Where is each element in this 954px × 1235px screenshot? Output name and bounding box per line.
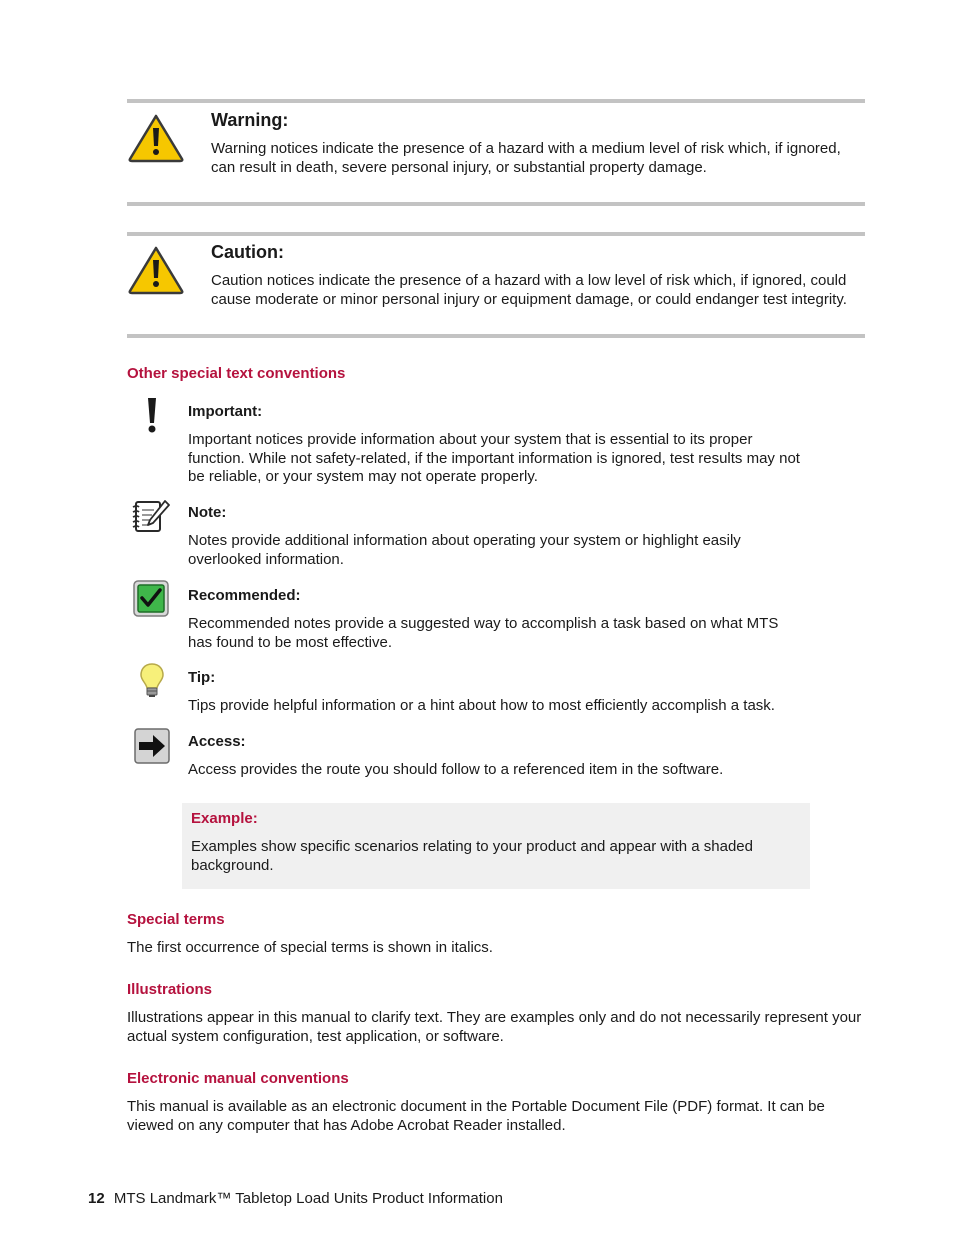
electronic-manual-text: This manual is available as an electronic document in the Portable Document File (PDF) format. It can be viewed on any computer that has Adobe Acrobat Reader installed. bbox=[127, 1098, 825, 1134]
caution-bottom-rule bbox=[127, 334, 865, 338]
note-title: Note: bbox=[188, 504, 227, 521]
section-heading-electronic-manual: Electronic manual conventions bbox=[127, 1070, 349, 1087]
section-heading-illustrations: Illustrations bbox=[127, 981, 213, 998]
section-heading-special-terms: Special terms bbox=[127, 911, 225, 928]
warning-triangle-icon bbox=[127, 113, 185, 163]
lightbulb-icon bbox=[139, 662, 165, 698]
warning-triangle-icon bbox=[127, 245, 185, 295]
caution-text: Caution notices indicate the presence of a hazard with a low level of risk which, if ignored, could cause moderate or minor personal injury or equipment damage, or could endanger test integrity. bbox=[211, 272, 847, 308]
important-title: Important: bbox=[188, 403, 263, 420]
warning-title: Warning: bbox=[211, 110, 289, 130]
important-text: Important notices provide information about your system that is essential to its proper function. While not safety-related, if the important information is ignored, test results may not be reliable, or your system may not operate properly. bbox=[188, 431, 800, 486]
warning-bottom-rule bbox=[127, 202, 865, 206]
page-number: 12 bbox=[88, 1190, 105, 1207]
caution-title: Caution: bbox=[211, 242, 284, 262]
arrow-right-icon bbox=[134, 728, 170, 764]
illustrations-text: Illustrations appear in this manual to clarify text. They are examples only and do not necessarily represent your actual system configuration, test application, or software. bbox=[127, 1009, 862, 1045]
access-title: Access: bbox=[188, 733, 246, 750]
recommended-title: Recommended: bbox=[188, 587, 301, 604]
tip-title: Tip: bbox=[188, 669, 216, 686]
page-footer bbox=[88, 1190, 503, 1208]
warning-top-rule bbox=[127, 99, 865, 103]
access-text: Access provides the route you should follow to a referenced item in the software. bbox=[188, 761, 724, 778]
green-checkmark-icon bbox=[133, 580, 169, 617]
special-terms-text: The first occurrence of special terms is shown in italics. bbox=[127, 939, 493, 956]
example-title: Example: bbox=[191, 810, 258, 827]
warning-text: Warning notices indicate the presence of a hazard with a medium level of risk which, if ignored, can result in death, severe personal injury, or substantial property damage. bbox=[211, 140, 841, 176]
notepad-pencil-icon bbox=[132, 498, 170, 534]
tip-text: Tips provide helpful information or a hint about how to most efficiently accomplish a task. bbox=[188, 697, 775, 714]
recommended-text: Recommended notes provide a suggested way to accomplish a task based on what MTS has found to be most effective. bbox=[188, 615, 779, 651]
section-heading-other-conventions: Other special text conventions bbox=[127, 365, 346, 382]
caution-top-rule bbox=[127, 232, 865, 236]
document-title: MTS Landmark™ Tabletop Load Units Product Information bbox=[113, 1190, 503, 1207]
example-text: Examples show specific scenarios relating to your product and appear with a shaded background. bbox=[191, 838, 753, 874]
exclamation-icon bbox=[142, 396, 162, 434]
note-text: Notes provide additional information about operating your system or highlight easily overlooked information. bbox=[188, 532, 741, 568]
